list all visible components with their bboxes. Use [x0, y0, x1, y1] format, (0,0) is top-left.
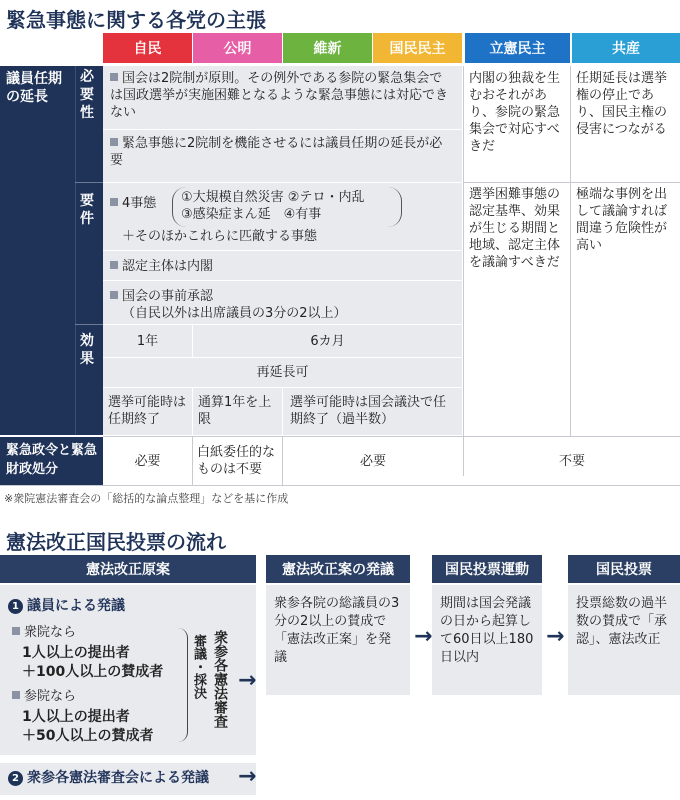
divider: [75, 324, 103, 325]
jcp-requirement: 極端な事例を出して議論すれば間違う危険性が高い: [576, 187, 668, 253]
row2-ldp: 必要: [134, 454, 161, 469]
necessity-1: 国会は2院制が原則。その例外である参院の緊急集会では国政選挙が実施困難となるような緊急事態には対応できない: [110, 71, 449, 120]
row2-cdp-jcp: 不要: [558, 454, 585, 469]
party-komeito: 公明: [193, 33, 282, 63]
party-jcp: 共産: [572, 33, 680, 63]
row2-ishin-dpp: 必要: [359, 454, 386, 469]
divider: [103, 250, 462, 251]
table-title: 緊急事態に関する各党の主張: [6, 8, 266, 32]
requirement-label: 要件: [80, 193, 94, 227]
step3-body: 期間は国会発議の日から起算して60日以上180日以内: [432, 585, 542, 695]
req-4-extra: ＋そのほかこれらに匹敵する事態: [122, 229, 318, 244]
flow-step-3: 国民投票運動: [432, 555, 542, 583]
party-ishin: 維新: [283, 33, 372, 63]
item1-title: 1 議員による発議: [8, 598, 125, 615]
party-ldp: 自民: [103, 33, 192, 63]
house-cou-req: 1人以上の提出者 ＋50人以上の賛成者: [22, 709, 154, 744]
step2-body: 衆参各院の総議員の3分の2以上の賛成で「憲法改正案」を発議: [266, 585, 410, 695]
effect-renew: 再延長可: [256, 365, 309, 380]
divider: [103, 280, 462, 281]
review: 衆参各憲法審査: [212, 630, 228, 728]
house-cou: 参院なら: [12, 688, 76, 705]
divider: [75, 182, 103, 183]
effect-6month: 6カ月: [310, 334, 345, 349]
req-approval: 国会の事前承認 （自民以外は出席議員の3分の2以上）: [110, 288, 455, 322]
divider: [103, 357, 462, 358]
arrow-icon: →: [414, 624, 433, 649]
divider: [103, 436, 680, 437]
divider: [570, 66, 571, 436]
party-dpp: 国民民主: [373, 33, 462, 63]
effect-end-ishin-dpp: 選挙可能時は国会議決で任期終了（過半数）: [290, 395, 447, 427]
req-4-items: ①大規模自然災害 ②テロ・内乱 ③感染症まん延 ④有事: [172, 187, 402, 227]
row2-header-cell: [0, 437, 103, 485]
req-4-situations: 4事態: [110, 195, 156, 212]
divider: [103, 129, 462, 130]
effect-end-komeito: 通算1年を上限: [198, 395, 272, 427]
flow-step-2: 憲法改正案の発議: [266, 555, 410, 583]
flow-step-1: 憲法改正原案: [0, 555, 256, 583]
necessity-label: 必要性: [80, 69, 94, 121]
house-rep-req: 1人以上の提出者 ＋100人以上の賛成者: [22, 645, 164, 680]
house-rep: 衆院なら: [12, 624, 76, 641]
flow-title: 憲法改正国民投票の流れ: [6, 530, 226, 554]
arrow-icon: →: [238, 668, 257, 693]
divider: [192, 437, 193, 485]
row2-komeito: 白紙委任的なものは不要: [197, 445, 276, 477]
effect-end-ldp: 選挙可能時は任期終了: [108, 395, 187, 427]
divider: [0, 485, 680, 486]
cdp-necessity: 内閣の独裁を生むおそれがあり、参院の緊急集会で対応すべきだ: [469, 71, 561, 154]
review-2: 審議・採決: [191, 634, 206, 699]
divider: [103, 182, 462, 183]
party-cdp: 立憲民主: [465, 33, 570, 63]
divider: [282, 388, 283, 435]
divider: [464, 182, 680, 183]
arrow-icon: →: [238, 764, 257, 789]
necessity-2: 緊急事態に2院制を機能させるには議員任期の延長が必要: [110, 136, 443, 168]
source-note: ※衆院憲法審査会の「総括的な論点整理」などを基に作成: [4, 492, 289, 505]
divider: [192, 388, 193, 435]
row1-header-cell: [0, 66, 75, 435]
cdp-requirement: 選挙困難事態の認定基準、効果が生じる期間と地域、認定主体を議論すべきだ: [469, 187, 561, 270]
jcp-necessity: 任期延長は選挙権の停止であり、国民主権の侵害につながる: [576, 71, 668, 137]
flow-step-4: 国民投票: [568, 555, 680, 583]
brace: [178, 628, 188, 742]
effect-label: 効果: [80, 333, 94, 367]
row2-header: 緊急政令と緊急財政処分: [6, 443, 98, 477]
effect-1year: 1年: [136, 334, 159, 349]
arrow-icon: →: [546, 624, 565, 649]
step4-body: 投票総数の過半数の賛成で「承認」、憲法改正: [568, 585, 680, 695]
req-authority: 認定主体は内閣: [110, 258, 213, 275]
divider: [463, 66, 464, 476]
item2-title: 2 衆参各憲法審査会による発議: [8, 770, 209, 787]
row1-header: 議員任期の延長: [6, 71, 62, 105]
divider: [103, 324, 462, 325]
